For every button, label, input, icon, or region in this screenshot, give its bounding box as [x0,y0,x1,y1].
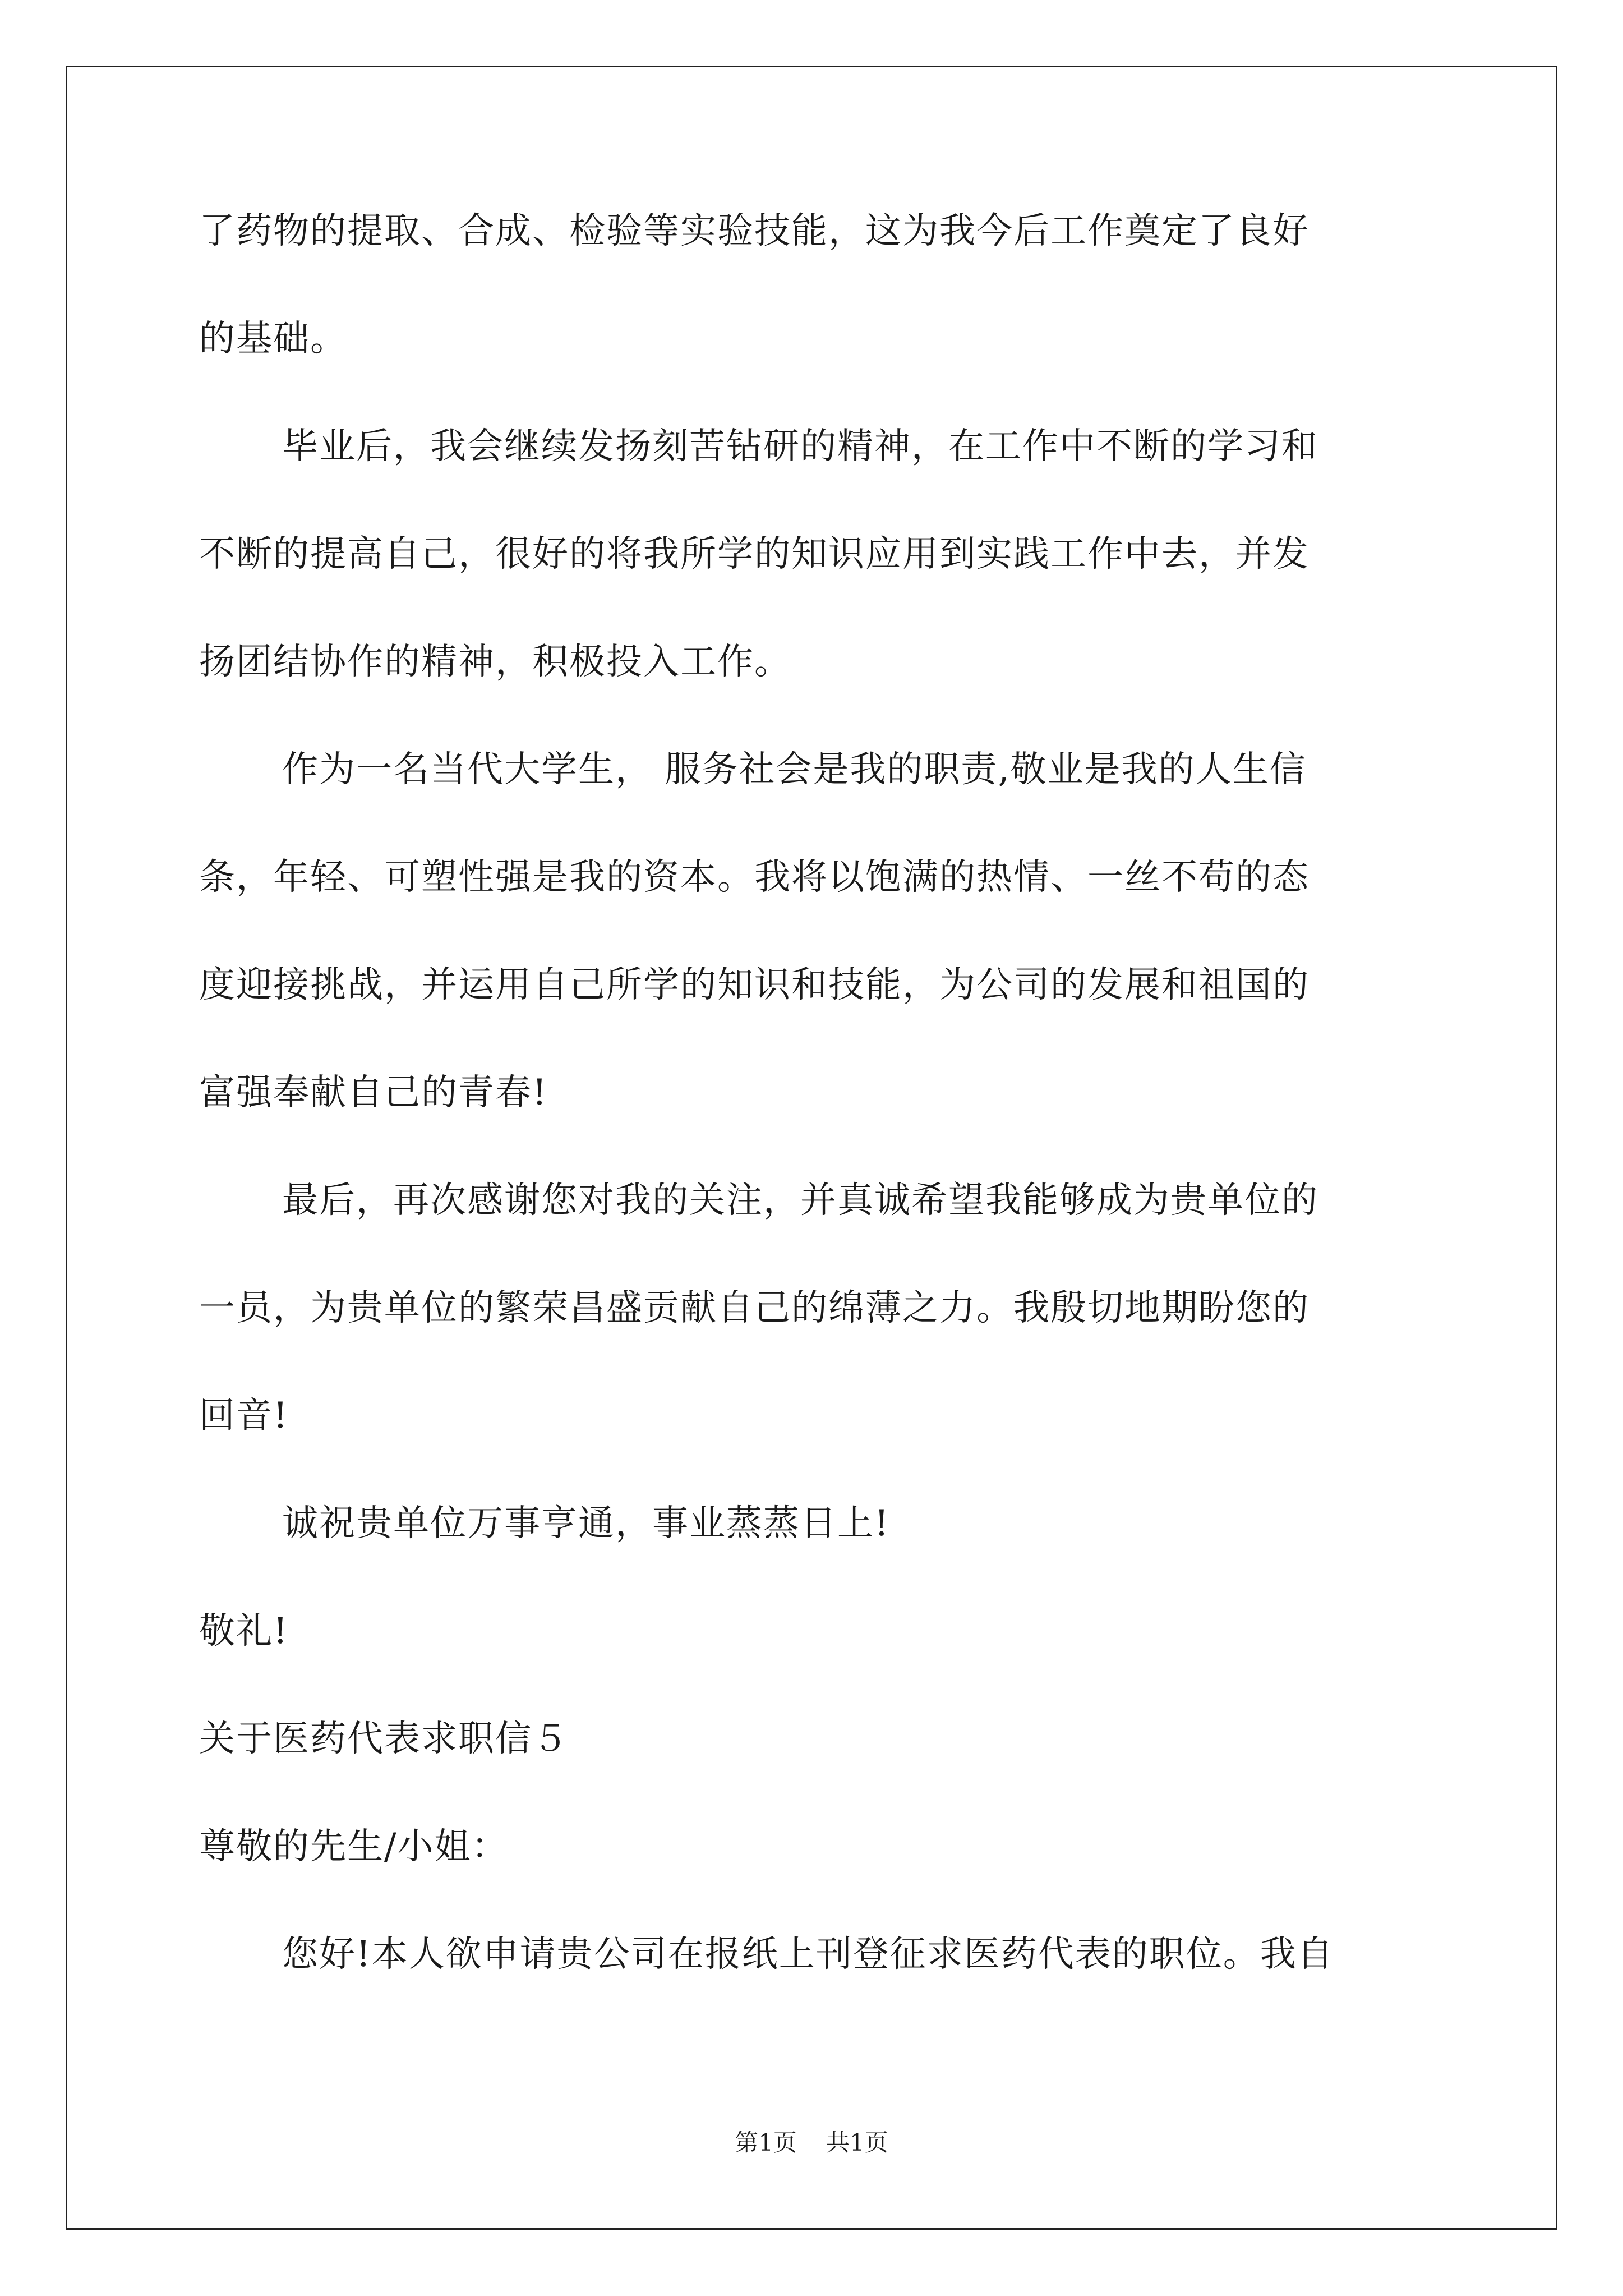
text-line-1: 了药物的提取、合成、检验等实验技能，这为我今后工作奠定了良好 [199,210,1310,252]
text-line-3: 毕业后，我会继续发扬刻苦钻研的精神，在工作中不断的学习和 [282,426,1318,467]
section-heading: 关于医药代表求职信５ [199,1718,569,1760]
page-number-total: 共1页 [826,2129,888,2156]
text-line-7: 条，年轻、可塑性强是我的资本。我将以饱满的热情、一丝不苟的态 [199,857,1310,898]
text-line-6: 作为一名当代大学生， 服务社会是我的职责,敬业是我的人生信 [282,749,1307,790]
text-line-14: 敬礼! [199,1611,289,1652]
text-line-2: 的基础。 [199,318,347,360]
text-line-8: 度迎接挑战，并运用自己所学的知识和技能，为公司的发展和祖国的 [199,964,1310,1006]
salutation: 尊敬的先生/小姐： [199,1826,509,1867]
text-line-17: 您好!本人欲申请贵公司在报纸上刊登征求医药代表的职位。我自 [282,1934,1334,1975]
text-line-10: 最后，再次感谢您对我的关注，并真诚希望我能够成为贵单位的 [282,1180,1318,1221]
text-line-12: 回音! [199,1395,289,1437]
text-line-11: 一员，为贵单位的繁荣昌盛贡献自己的绵薄之力。我殷切地期盼您的 [199,1287,1310,1329]
text-line-13: 诚祝贵单位万事亨通，事业蒸蒸日上! [282,1503,890,1544]
text-line-4: 不断的提高自己，很好的将我所学的知识应用到实践工作中去，并发 [199,533,1310,575]
document-body [199,210,1433,2044]
page-number-current: 第1页 [735,2129,797,2156]
page-footer [0,2129,1623,2157]
text-line-5: 扬团结协作的精神，积极投入工作。 [199,641,791,683]
text-line-9: 富强奉献自己的青春! [199,1072,548,1114]
